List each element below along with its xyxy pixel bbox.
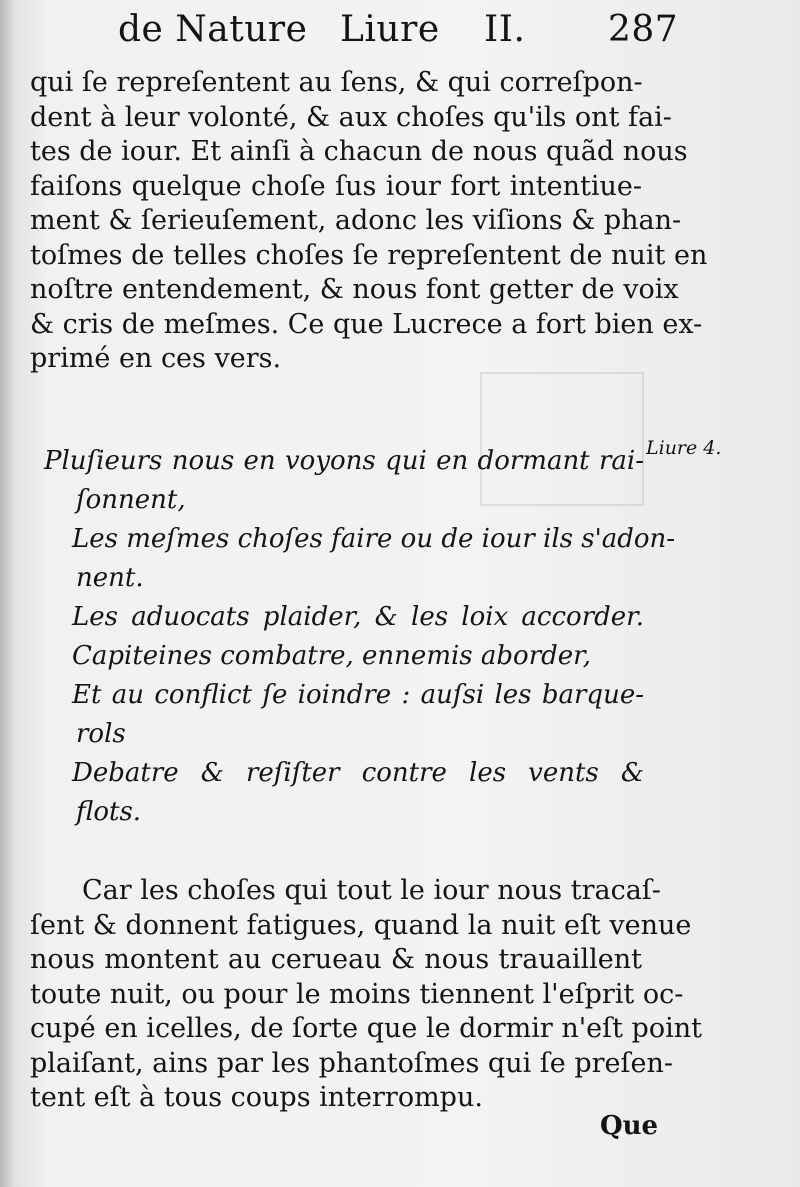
text-line: toſmes de telles choſes ſe repreſentent de nuit en — [30, 239, 708, 271]
text-line: Car les choſes qui tout le iour nous tracaſ- — [82, 875, 661, 906]
verse-line: nent. — [76, 563, 144, 593]
verse-line: Les meſmes choſes faire ou de iour ils s'adon- — [72, 524, 676, 554]
verse-line: Les aduocats plaider, & les loix accorder. — [72, 602, 644, 632]
verse-line: flots. — [76, 797, 142, 827]
text-line: ment & ſerieuſement, adonc les viſions & phan- — [30, 205, 682, 236]
text-line: plaiſant, ains par les phantoſmes qui ſe preſen- — [30, 1047, 674, 1079]
text-line: dent à leur volonté, & aux choſes qu'ils ont fai- — [30, 101, 672, 133]
verse-line: rols — [76, 719, 126, 749]
catchword: Que — [600, 1111, 659, 1141]
text-line: & cris de meſmes. Ce que Lucrece a fort bien ex- — [30, 308, 703, 340]
paragraph-1 — [30, 66, 708, 377]
verse-line: Capiteines combatre, ennemis aborder, — [72, 641, 591, 671]
page-gutter-shadow — [0, 0, 14, 1187]
margin-note: Liure 4. — [646, 437, 722, 459]
text-line: tent eſt à tous coups interrompu. — [30, 1082, 483, 1113]
paragraph-2 — [30, 874, 702, 1116]
header-title: de Nature — [118, 9, 308, 50]
verse-line: Pluſieurs nous en voyons qui en dormant rai- — [44, 446, 644, 476]
text-line: ſent & donnent fatigues, quand la nuit eſt venue — [30, 909, 692, 941]
text-line: cupé en icelles, de ſorte que le dormir n'eſt point — [30, 1013, 702, 1044]
verse-line: ſonnent, — [76, 485, 186, 515]
text-line: noſtre entendement, & nous font getter de voix — [30, 274, 679, 305]
text-line: nous montent au cerueau & nous trauaillent — [30, 944, 642, 975]
text-line: tes de iour. Et ainſi à chacun de nous quãd nous — [30, 136, 688, 167]
verse-quotation — [44, 442, 676, 832]
page-number: 287 — [608, 9, 679, 50]
header-book: Liure — [340, 9, 440, 50]
text-line: primé en ces vers. — [30, 343, 282, 374]
text-line: qui ſe repreſentent au ſens, & qui correſpon- — [30, 67, 643, 98]
running-header — [118, 6, 678, 54]
header-book-number: II. — [484, 9, 526, 50]
text-line: faiſons quelque choſe ſus iour fort intentiue- — [30, 170, 642, 202]
verse-line: Et au conflict ſe ioindre : auſsi les barque- — [72, 680, 644, 710]
text-line: toute nuit, ou pour le moins tiennent l'eſprit oc- — [30, 978, 684, 1010]
verse-line: Debatre & reſiſter contre les vents & — [72, 758, 644, 788]
